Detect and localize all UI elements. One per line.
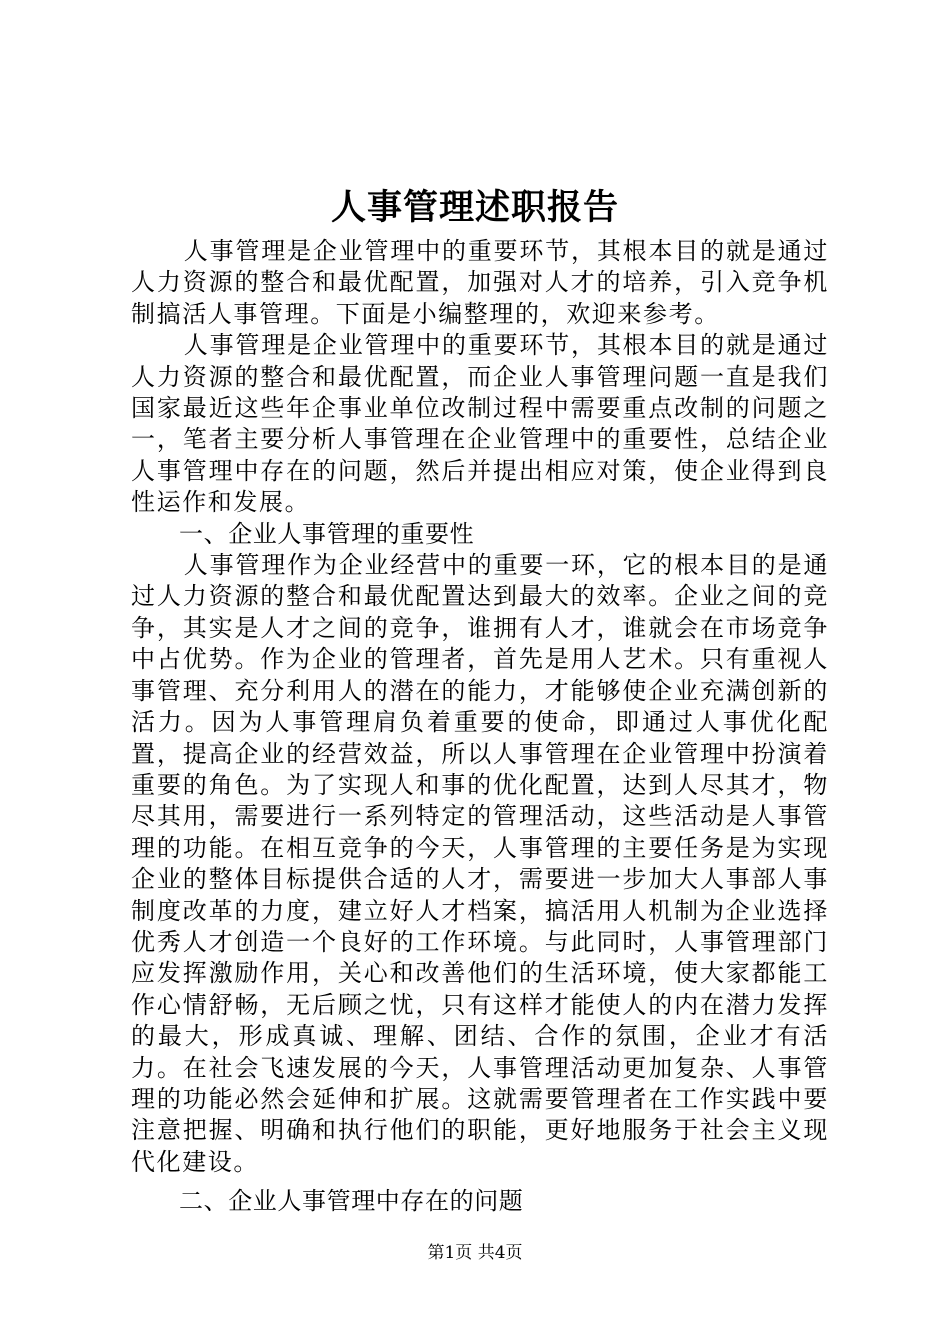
intro-paragraph: 人事管理是企业管理中的重要环节，其根本目的就是通过人力资源的整合和最优配置，加强对人才的培养，引入竞争机制搞活人事管理。下面是小编整理的，欢迎来参考。 [131,237,829,328]
document-body [131,236,829,1218]
document-title: 人事管理述职报告 [330,187,619,228]
summary-paragraph: 人事管理是企业管理中的重要环节，其根本目的就是通过人力资源的整合和最优配置，而企业人事管理问题一直是我们国家最近这些年企事业单位改制过程中需要重点改制的问题之一，笔者主要分析人事管理在企业管理中的重要性，总结企业人事管理中存在的问题，然后并提出相应对策，使企业得到良性运作和发展。 [131,331,829,517]
section-heading-importance: 一、企业人事管理的重要性 [179,519,475,548]
page-footer: 第1页 共4页 [427,1243,523,1263]
importance-paragraph: 人事管理作为企业经营中的重要一环，它的根本目的是通过人力资源的整合和最优配置达到最大的效率。企业之间的竞争，其实是人才之间的竞争，谁拥有人才，谁就会在市场竞争中占优势。作为企业的管理者，首先是用人艺术。只有重视人事管理、充分利用人的潜在的能力，才能够使企业充满创新的活力。因为人事管理肩负着重要的使命，即通过人事优化配置，提高企业的经营效益，所以人事管理在企业管理中扮演着重要的角色。为了实现人和事的优化配置，达到人尽其才，物尽其用，需要进行一系列特定的管理活动，这些活动是人事管理的功能。在相互竞争的今天，人事管理的主要任务是为实现企业的整体目标提供合适的人才，需要进一步加大人事部人事制度改革的力度，建立好人才档案，搞活用人机制为企业选择优秀人才创造一个良好的工作环境。与此同时，人事管理部门应发挥激励作用，关心和改善他们的生活环境，使大家都能工作心情舒畅，无后顾之忧，只有这样才能使人的内在潜力发挥的最大，形成真诚、理解、团结、合作的氛围，企业才有活力。在社会飞速发展的今天，人事管理活动更加复杂、人事管理的功能必然会延伸和扩展。这就需要管理者在工作实践中要注意把握、明确和执行他们的职能，更好地服务于社会主义现代化建设。 [131,551,829,1176]
section-heading-problems: 二、企业人事管理中存在的问题 [179,1187,524,1216]
